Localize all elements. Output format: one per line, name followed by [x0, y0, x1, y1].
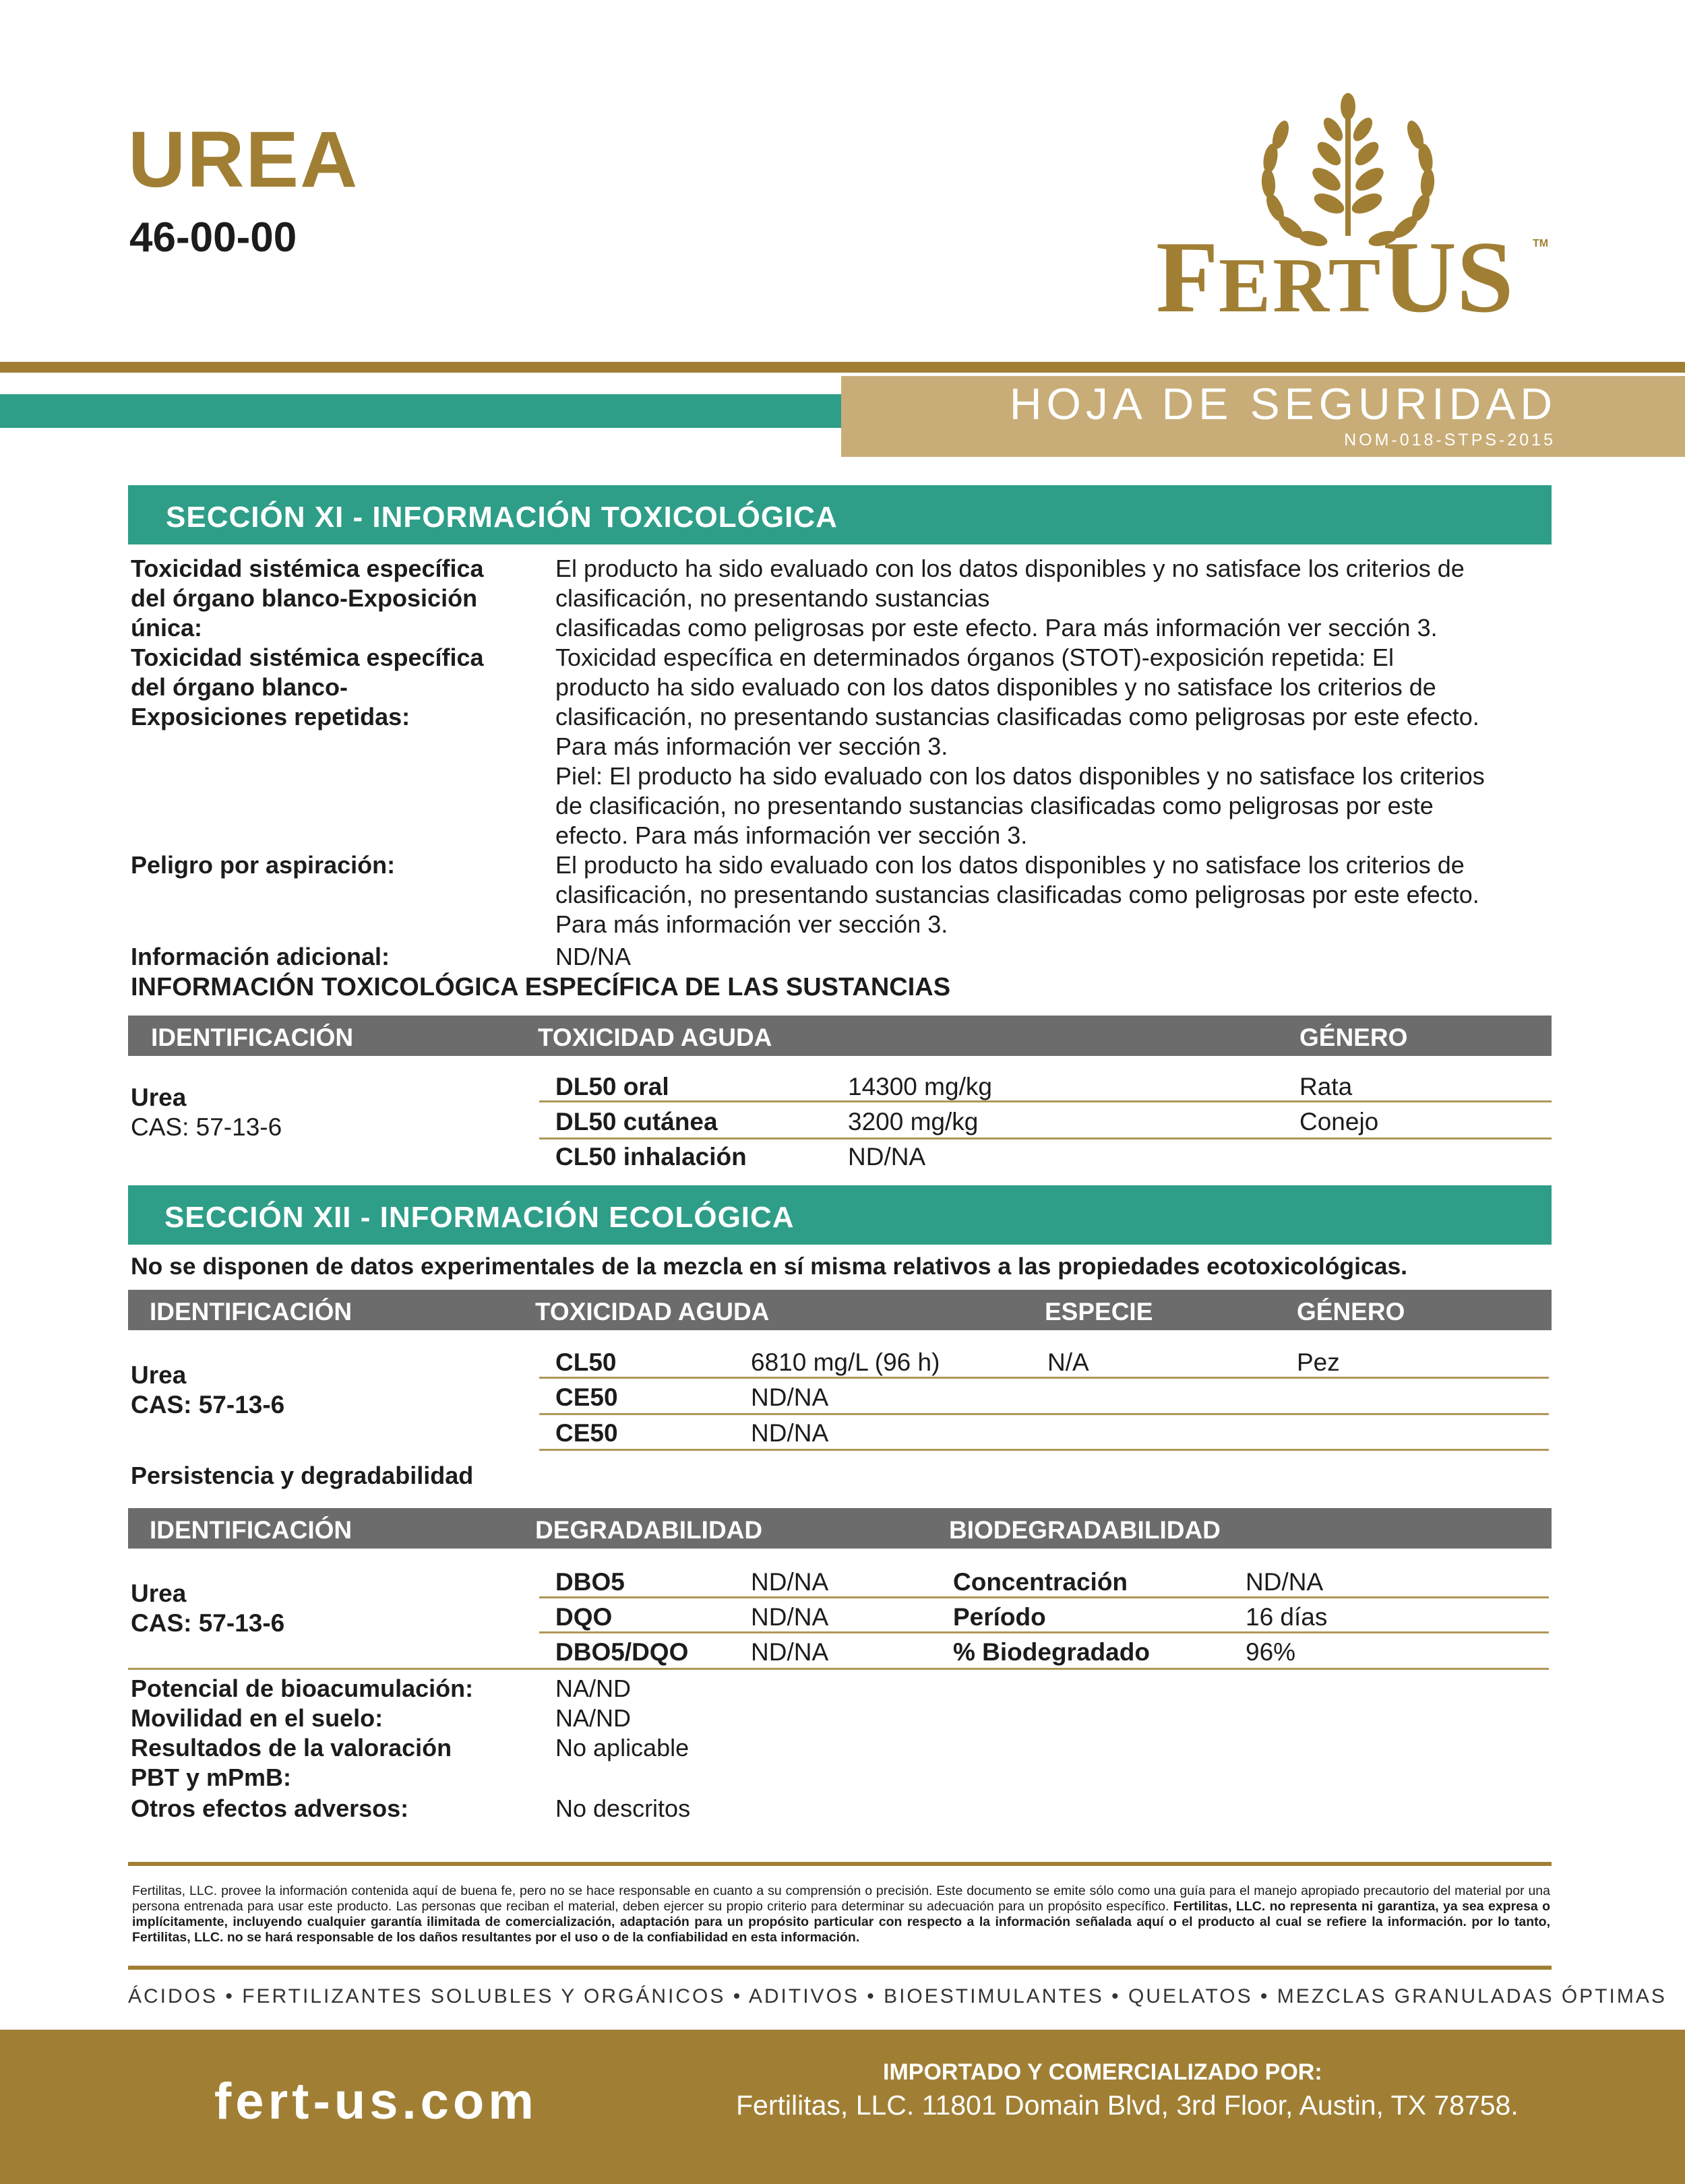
label-aspiration-hazard: Peligro por aspiración: — [131, 851, 396, 879]
footer-divider-bottom — [128, 1966, 1552, 1970]
label-repeated-exposure: Toxicidad sistémica específica del órgano blanco- Exposiciones repetidas: — [131, 644, 484, 730]
label-pbt-assessment: Resultados de la valoración PBT y mPmB: — [131, 1734, 452, 1791]
degr-substance-cas: CAS: 57-13-6 — [131, 1609, 285, 1637]
table-row: DBO5 — [555, 1568, 625, 1596]
disclaimer-part-1: Fertilitas, LLC. provee la información contenida aquí de buena fe, pero no se hace responsable en cuanto a su comprensión o precisión. Este documento se emite sólo como una guía para el manejo apropiado precautorio del material por una persona entrenada para usar este producto. Las personas que reciban el material, deben ejercer su propio criterio para determinar su adecuación para un propósito específico. — [132, 1883, 1550, 1914]
table-row: DL50 oral — [555, 1073, 669, 1100]
table-cell: ND/NA — [751, 1383, 829, 1411]
header-teal-stripe — [0, 394, 842, 428]
brand-letters-ert: ERT — [1218, 243, 1383, 329]
section-11-title: SECCIÓN XI - INFORMACIÓN TOXICOLÓGICA — [166, 501, 838, 534]
value-repeated-exposure: Toxicidad específica en determinados órganos (STOT)-exposición repetida: El producto ha sido evaluado con los datos disponibles y no satisface los criterios de clasificación, no presentando sustancias clasificadas como peligrosas por este efecto. Para más información ver sección 3. Piel: El producto ha sido evaluado con los datos disponibles y no satisface los criterios de clasificación, no presentando sustancias clasificadas como peligrosas por este efecto. Para más información ver sección 3. — [555, 644, 1485, 849]
website-link[interactable]: fert-us.com — [214, 2073, 538, 2130]
table-cell: Pez — [1297, 1348, 1340, 1376]
value-other-effects: No descritos — [555, 1795, 691, 1822]
product-grade: 46-00-00 — [129, 214, 297, 261]
table-cell: ND/NA — [751, 1603, 829, 1631]
disclaimer-part-2: Fertilitas, LLC. no representa ni garantiza, ya sea expresa o implícitamente, incluyendo cualquier garantía ilimitada de comercialización, adaptación para un propósito particular con respecto a la información señalada aquí o el producto al cual se refiere la información. por lo tanto, Fertilitas, LLC. no se hará responsable de los daños resultantes por el uso o de la confiabilidad en esta información. — [132, 1899, 1550, 1945]
importer-address: Fertilitas, LLC. 11801 Domain Blvd, 3rd Floor, Austin, TX 78758. — [736, 2090, 1519, 2121]
row-divider — [539, 1449, 1549, 1451]
table-cell: ND/NA — [1246, 1568, 1324, 1596]
eco-substance-cas: CAS: 57-13-6 — [131, 1391, 285, 1418]
col-genus: GÉNERO — [1297, 1298, 1405, 1325]
table-row: CL50 — [555, 1348, 617, 1376]
col-acute-toxicity: TOXICIDAD AGUDA — [538, 1024, 772, 1051]
section-11-bar — [128, 485, 1552, 544]
table-row: DBO5/DQO — [555, 1638, 689, 1666]
brand-letter-f: F — [1156, 220, 1219, 334]
row-divider — [539, 1631, 1549, 1633]
table-cell: ND/NA — [751, 1568, 829, 1596]
table-cell: ND/NA — [751, 1419, 829, 1447]
label-soil-mobility: Movilidad en el suelo: — [131, 1704, 384, 1732]
table-cell: Concentración — [953, 1568, 1128, 1596]
table-cell: 16 días — [1246, 1603, 1328, 1631]
tox-substance-name: Urea — [131, 1084, 187, 1111]
table-cell: % Biodegradado — [953, 1638, 1150, 1666]
legal-disclaimer — [132, 1883, 1550, 1945]
col-identification: IDENTIFICACIÓN — [150, 1516, 353, 1544]
product-title: UREA — [128, 115, 359, 204]
table-cell: 6810 mg/L (96 h) — [751, 1348, 940, 1376]
label-single-exposure: Toxicidad sistémica específica del órgano blanco-Exposición única: — [131, 555, 484, 642]
degradability-table-header — [128, 1508, 1552, 1549]
degr-substance-name: Urea — [131, 1580, 187, 1607]
tox-table-header — [128, 1016, 1552, 1056]
norm-code: NOM-018-STPS-2015 — [1344, 431, 1556, 449]
persistence-label: Persistencia y degradabilidad — [131, 1462, 474, 1489]
table-row: CL50 inhalación — [555, 1143, 747, 1171]
label-other-effects: Otros efectos adversos: — [131, 1795, 409, 1822]
table-row: DL50 cutánea — [555, 1108, 718, 1135]
col-degradability: DEGRADABILIDAD — [535, 1516, 763, 1544]
eco-table-header — [128, 1290, 1552, 1330]
value-aspiration-hazard: El producto ha sido evaluado con los datos disponibles y no satisface los criterios de clasificación, no presentando sustancias clasificadas como peligrosas por este efecto. Para más información ver sección 3. — [555, 851, 1479, 938]
label-bioaccumulation: Potencial de bioacumulación: — [131, 1675, 474, 1702]
label-additional-info: Información adicional: — [131, 943, 390, 970]
footer-divider-top — [128, 1862, 1552, 1866]
table-cell: Período — [953, 1603, 1046, 1631]
col-identification: IDENTIFICACIÓN — [150, 1298, 353, 1325]
table-row: CE50 — [555, 1383, 618, 1411]
importer-label: IMPORTADO Y COMERCIALIZADO POR: — [883, 2059, 1322, 2085]
trademark-mark: TM — [1533, 238, 1549, 249]
col-species: ESPECIE — [1045, 1298, 1153, 1325]
brand-letters-us: US — [1382, 220, 1514, 334]
table-cell: ND/NA — [848, 1143, 926, 1171]
table-row: CE50 — [555, 1419, 618, 1447]
row-divider — [128, 1668, 1549, 1670]
header-gold-stripe — [0, 362, 1685, 373]
section-12-title: SECCIÓN XII - INFORMACIÓN ECOLÓGICA — [164, 1201, 795, 1234]
table-cell: 3200 mg/kg — [848, 1108, 979, 1135]
eco-substance-name: Urea — [131, 1361, 187, 1389]
product-lines-tagline: ÁCIDOS • FERTILIZANTES SOLUBLES Y ORGÁNICOS • ADITIVOS • BIOESTIMULANTES • QUELATOS • MEZCLAS GRANULADAS ÓPTIMAS — [128, 1985, 1667, 2007]
table-cell: Rata — [1299, 1073, 1353, 1100]
row-divider — [539, 1377, 1549, 1379]
table-cell: 96% — [1246, 1638, 1296, 1666]
row-divider — [539, 1137, 1552, 1140]
col-acute-toxicity: TOXICIDAD AGUDA — [535, 1298, 770, 1325]
table-cell: ND/NA — [751, 1638, 829, 1666]
table-cell: 14300 mg/kg — [848, 1073, 992, 1100]
value-single-exposure: El producto ha sido evaluado con los datos disponibles y no satisface los criterios de clasificación, no presentando sustancias clasificadas como peligrosas por este efecto. Para más información ver sección 3. — [555, 555, 1465, 642]
value-additional-info: ND/NA — [555, 943, 632, 970]
col-identification: IDENTIFICACIÓN — [151, 1024, 354, 1051]
value-bioaccumulation: NA/ND — [555, 1675, 632, 1702]
brand-logo-text — [1156, 220, 1514, 334]
value-soil-mobility: NA/ND — [555, 1704, 632, 1732]
col-biodegradability: BIODEGRADABILIDAD — [949, 1516, 1221, 1544]
tox-substance-cas: CAS: 57-13-6 — [131, 1113, 282, 1141]
eco-note: No se disponen de datos experimentales de la mezcla en sí misma relativos a las propiedades ecotoxicológicas. — [131, 1253, 1408, 1280]
substance-tox-heading: INFORMACIÓN TOXICOLÓGICA ESPECÍFICA DE LAS SUSTANCIAS — [131, 973, 951, 1001]
col-genus: GÉNERO — [1299, 1024, 1408, 1051]
row-divider — [539, 1100, 1552, 1102]
value-pbt-assessment: No aplicable — [555, 1734, 690, 1761]
table-cell: N/A — [1047, 1348, 1089, 1376]
sheet-title: HOJA DE SEGURIDAD — [1009, 379, 1557, 429]
row-divider — [539, 1413, 1549, 1415]
table-row: DQO — [555, 1603, 613, 1631]
row-divider — [539, 1596, 1549, 1598]
table-cell: Conejo — [1299, 1108, 1379, 1135]
section-12-bar — [128, 1185, 1552, 1245]
